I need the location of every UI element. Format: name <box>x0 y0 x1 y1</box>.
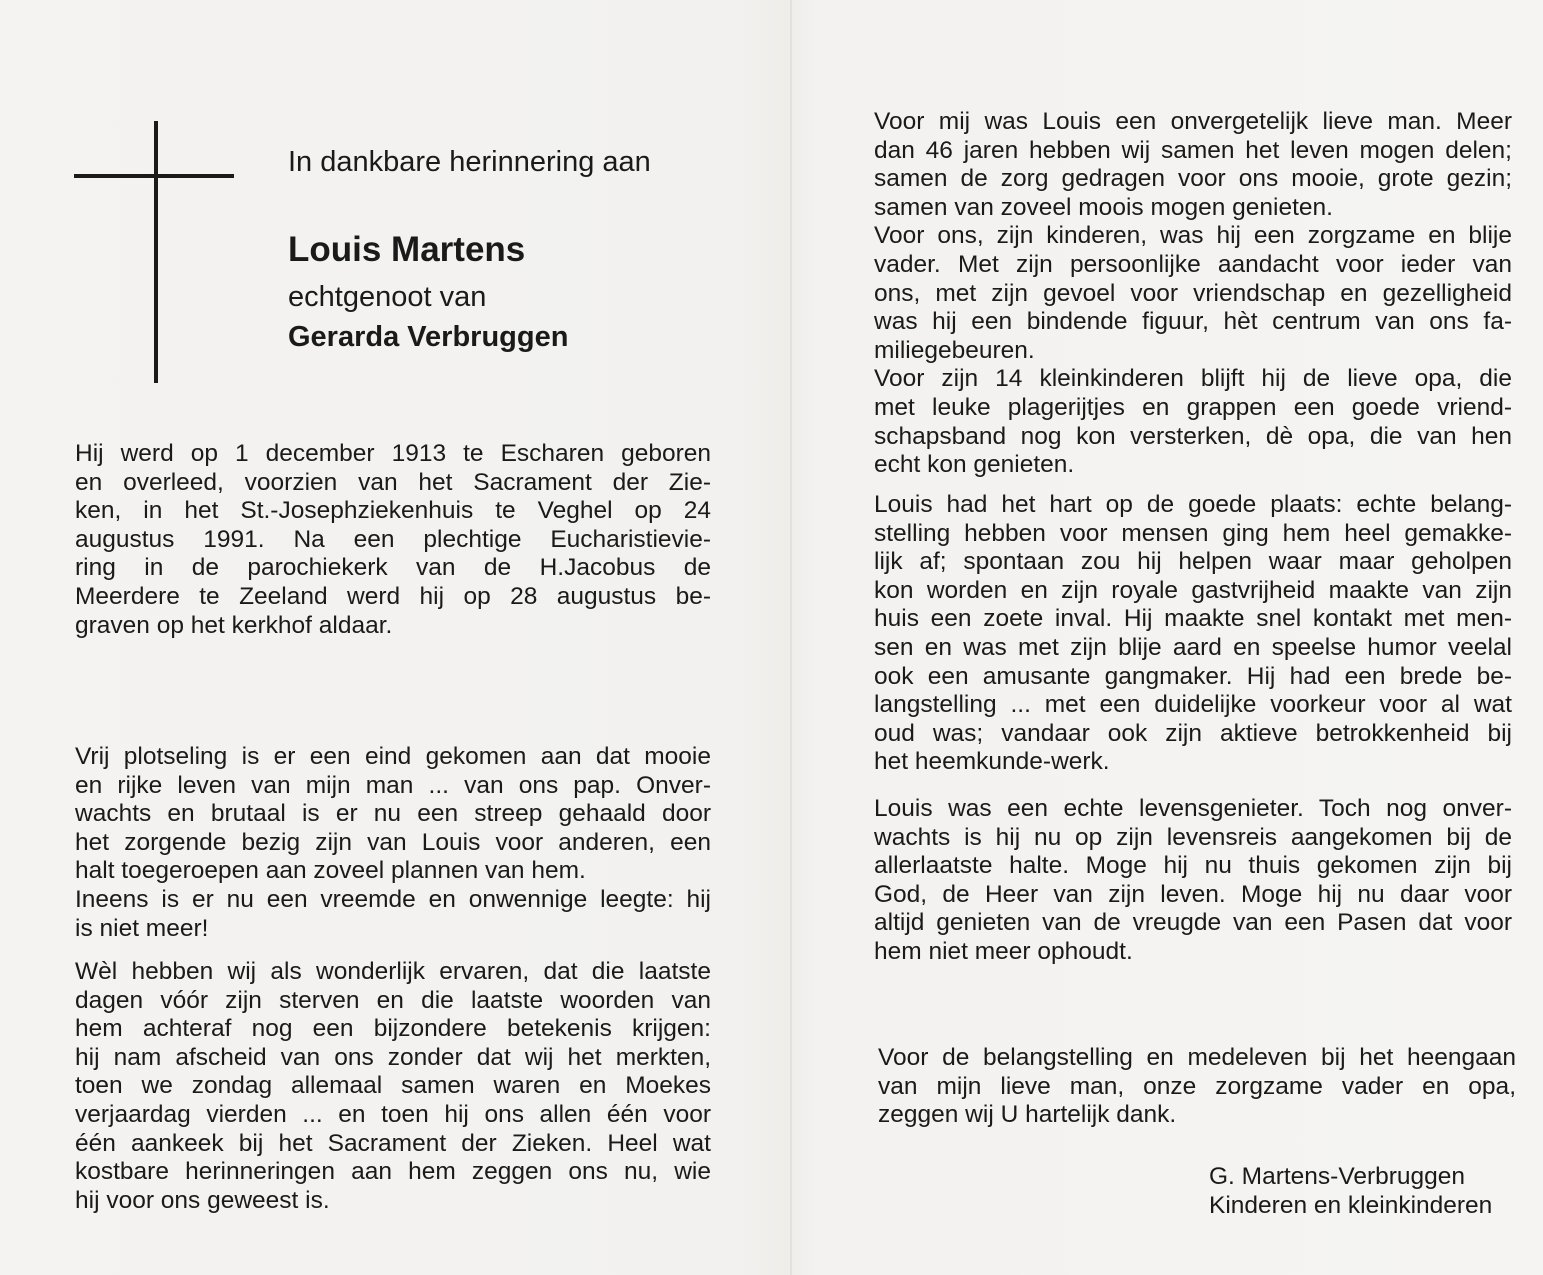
text-line: en rijke leven van mijn man ... van ons pap. Onver- <box>75 771 711 799</box>
text-line: Louis was een echte levensgenieter. Toch nog onver- <box>874 795 1512 822</box>
text-line: echt kon genieten. <box>874 451 1075 479</box>
cross-vertical-bar <box>154 121 158 383</box>
right-panel <box>792 0 1543 1275</box>
text-line: vader. Met zijn persoonlijke aandacht voor ieder van <box>874 250 1512 278</box>
text-line: hij nam afscheid van ons zonder dat wij het merkten, <box>75 1043 711 1071</box>
text-line: samen van zoveel moois mogen genieten. <box>874 193 1333 221</box>
intro-line: In dankbare herinnering aan <box>288 146 651 178</box>
text-line: kon worden en zijn royale gastvrijheid maakte van zijn <box>874 576 1512 604</box>
text-line: Louis had het hart op de goede plaats: echte belang- <box>874 491 1512 518</box>
text-line: Voor mij was Louis een onvergetelijk lieve man. Meer <box>874 108 1512 135</box>
signature-line: Kinderen en kleinkinderen <box>1209 1191 1493 1219</box>
text-line: het heemkunde-werk. <box>874 748 1110 776</box>
text-line: toen we zondag allemaal samen waren en Moekes <box>75 1072 711 1100</box>
text-line: ons, met zijn gevoel voor vriendschap en gezelligheid <box>874 279 1512 307</box>
text-line: miliegebeuren. <box>874 336 1035 364</box>
text-line: verjaardag vierden ... en toen hij ons allen één voor <box>75 1100 711 1128</box>
text-line: stelling hebben voor mensen ging hem heel gemakke- <box>874 519 1512 547</box>
text-line: lijk af; spontaan zou hij helpen waar maar geholpen <box>874 548 1512 576</box>
text-line: van mijn lieve man, onze zorgzame vader en opa, <box>878 1072 1516 1100</box>
text-line: was hij een bindende figuur, hèt centrum van ons fa- <box>874 308 1512 336</box>
text-line: kostbare herinneringen aan hem zeggen ons nu, wie <box>75 1158 711 1186</box>
loss-paragraph <box>75 743 711 943</box>
text-line: halt toegeroepen aan zoveel plannen van hem. <box>75 857 586 885</box>
text-line: dan 46 jaren hebben wij samen het leven mogen delen; <box>874 136 1512 164</box>
text-line: zeggen wij U hartelijk dank. <box>878 1101 1177 1129</box>
character-paragraph <box>874 491 1512 777</box>
text-line: oud was; vandaar ook zijn aktieve betrokkenheid bij <box>874 719 1512 747</box>
farewell-paragraph <box>75 958 711 1215</box>
faith-paragraph <box>874 795 1512 967</box>
cross-horizontal-bar <box>74 174 234 178</box>
text-line: wachts is hij nu op zijn levensreis aangekomen bij de <box>874 823 1512 851</box>
text-line: Wèl hebben wij als wonderlijk ervaren, dat die laatste <box>75 958 711 985</box>
text-line: Voor zijn 14 kleinkinderen blijft hij de lieve opa, die <box>874 365 1512 393</box>
text-line: één aankeek bij het Sacrament der Zieken. Heel wat <box>75 1129 711 1157</box>
text-line: hem achteraf nog een bijzondere betekenis krijgen: <box>75 1015 711 1043</box>
text-line: schapsband nog kon versterken, dè opa, die van hen <box>874 422 1512 450</box>
text-line: allerlaatste halte. Moge hij nu thuis gekomen zijn bij <box>874 852 1512 880</box>
text-line: het zorgende bezig zijn van Louis voor anderen, een <box>75 828 711 856</box>
text-line: hem niet meer ophoudt. <box>874 937 1133 965</box>
text-line: augustus 1991. Na een plechtige Eucharistievie- <box>75 525 711 553</box>
text-line: langstelling ... met een duidelijke voorkeur voor al wat <box>874 691 1512 719</box>
text-line: God, de Heer van zijn leven. Moge hij nu daar voor <box>874 880 1512 908</box>
thanks-paragraph <box>878 1044 1516 1130</box>
text-line: ook een amusante gangmaker. Hij had een brede be- <box>874 662 1512 690</box>
text-line: met leuke plagerijtjes en grappen een goede vriend- <box>874 393 1512 421</box>
text-line: huis een zoete inval. Hij maakte snel kontakt met men- <box>874 605 1512 633</box>
text-line: en overleed, voorzien van het Sacrament der Zie- <box>75 468 711 496</box>
memorial-header <box>288 142 748 357</box>
text-line: graven op het kerkhof aldaar. <box>75 611 393 639</box>
text-line: Vrij plotseling is er een eind gekomen aan dat mooie <box>75 743 711 770</box>
text-line: wachts en brutaal is er nu een streep gehaald door <box>75 800 711 828</box>
signature-line: G. Martens-Verbruggen <box>1209 1163 1466 1190</box>
text-line: Meerdere te Zeeland werd hij op 28 augustus be- <box>75 582 711 610</box>
cross-icon <box>74 121 234 383</box>
text-line: Hij werd op 1 december 1913 te Escharen geboren <box>75 440 711 467</box>
text-line: Ineens is er nu een vreemde en onwennige leegte: hij <box>75 885 711 913</box>
family-signature <box>1209 1163 1492 1220</box>
text-line: ken, in het St.-Josephziekenhuis te Veghel op 24 <box>75 497 711 525</box>
text-line: dagen vóór zijn sterven en die laatste woorden van <box>75 986 711 1014</box>
text-line: is niet meer! <box>75 914 209 942</box>
deceased-name: Louis Martens <box>288 230 526 269</box>
husband-father-paragraph <box>874 108 1512 480</box>
text-line: altijd genieten van de vreugde van een Pasen dat voor <box>874 909 1512 937</box>
text-line: hij voor ons geweest is. <box>75 1186 330 1214</box>
spouse-label: echtgenoot van <box>288 281 487 313</box>
text-line: ring in de parochiekerk van de H.Jacobus de <box>75 554 711 582</box>
text-line: Voor de belangstelling en medeleven bij het heengaan <box>878 1044 1516 1071</box>
text-line: Voor ons, zijn kinderen, was hij een zorgzame en blije <box>874 222 1512 250</box>
text-line: sen en was met zijn blije aard en speelse humor veelal <box>874 633 1512 661</box>
text-line: samen de zorg gedragen voor ons mooie, grote gezin; <box>874 165 1512 193</box>
spouse-name: Gerarda Verbruggen <box>288 321 569 353</box>
biography-paragraph <box>75 440 711 640</box>
